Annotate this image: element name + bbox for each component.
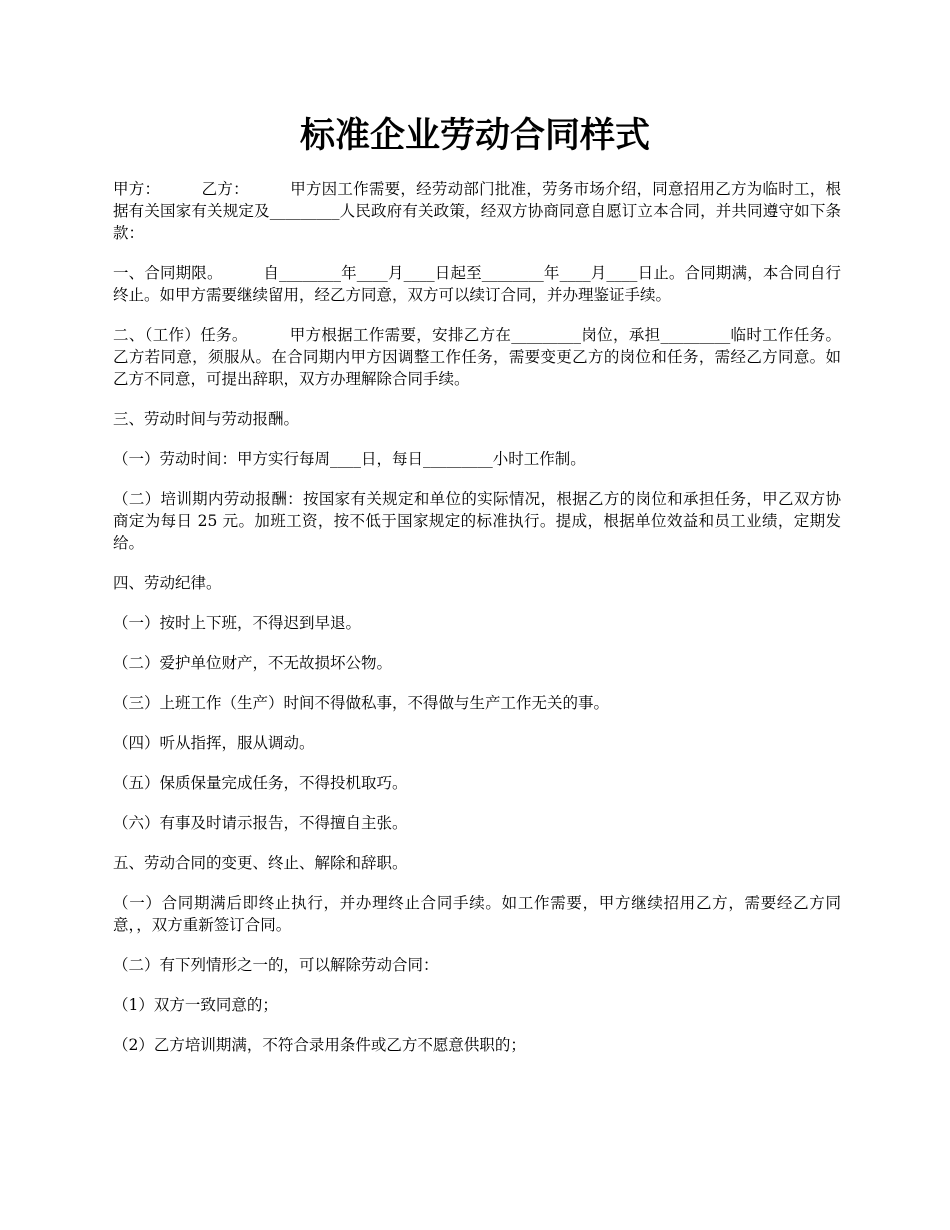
document-body (113, 178, 841, 1074)
list-item: （五）保质保量完成任务，不得投机取巧。 (113, 774, 408, 792)
list-item: （三）上班工作（生产）时间不得做私事，不得做与生产工作无关的事。 (113, 694, 610, 712)
section-heading-hours-pay: 三、劳动时间与劳动报酬。 (113, 410, 300, 428)
section-heading-discipline: 四、劳动纪律。 (113, 574, 222, 592)
paragraph-working-hours: （一）劳动时间：甲方实行每周____日，每日_________小时工作制。 (113, 450, 586, 468)
list-item: （二）有下列情形之一的，可以解除劳动合同： (113, 956, 439, 974)
section-heading-termination: 五、劳动合同的变更、终止、解除和辞职。 (113, 854, 408, 872)
paragraph-task: 二、（工作）任务。 甲方根据工作需要，安排乙方在_________岗位，承担_________临时工作任务。乙方若同意，须服从。在合同期内甲方因调整工作任务，需要变更乙方的岗位和任务，需经乙方同意。如乙方不同意，可提出辞职，双方办理解除合同手续。 (113, 326, 841, 388)
paragraph-term: 一、合同期限。 自________年____月____日起至________年____月____日止。合同期满，本合同自行终止。如甲方需要继续留用，经乙方同意，双方可以续订合同，并办理鉴证手续。 (113, 264, 841, 304)
list-item: （1）双方一致同意的； (113, 996, 278, 1014)
list-item: （六）有事及时请示报告，不得擅自主张。 (113, 814, 408, 832)
list-item: （二）爱护单位财产，不无故损坏公物。 (113, 654, 393, 672)
document-title: 标准企业劳动合同样式 (299, 115, 650, 156)
list-item: （2）乙方培训期满，不符合录用条件或乙方不愿意供职的； (113, 1036, 526, 1054)
list-item: （一）按时上下班，不得迟到早退。 (113, 614, 362, 632)
list-item: （一）合同期满后即终止执行，并办理终止合同手续。如工作需要，甲方继续招用乙方，需要经乙方同意，，双方重新签订合同。 (113, 894, 841, 934)
paragraph-intro: 甲方： 乙方： 甲方因工作需要，经劳动部门批准，劳务市场介绍，同意招用乙方为临时工，根据有关国家有关规定及_________人民政府有关政策，经双方协商同意自愿订立本合同，并共同遵守如下条款： (113, 180, 841, 242)
paragraph-training-pay: （二）培训期内劳动报酬：按国家有关规定和单位的实际情况，根据乙方的岗位和承担任务，甲乙双方协商定为每日 25 元。加班工资，按不低于国家规定的标准执行。提成，根据单位效益和员工业绩，定期发给。 (113, 490, 841, 552)
list-item: （四）听从指挥，服从调动。 (113, 734, 315, 752)
